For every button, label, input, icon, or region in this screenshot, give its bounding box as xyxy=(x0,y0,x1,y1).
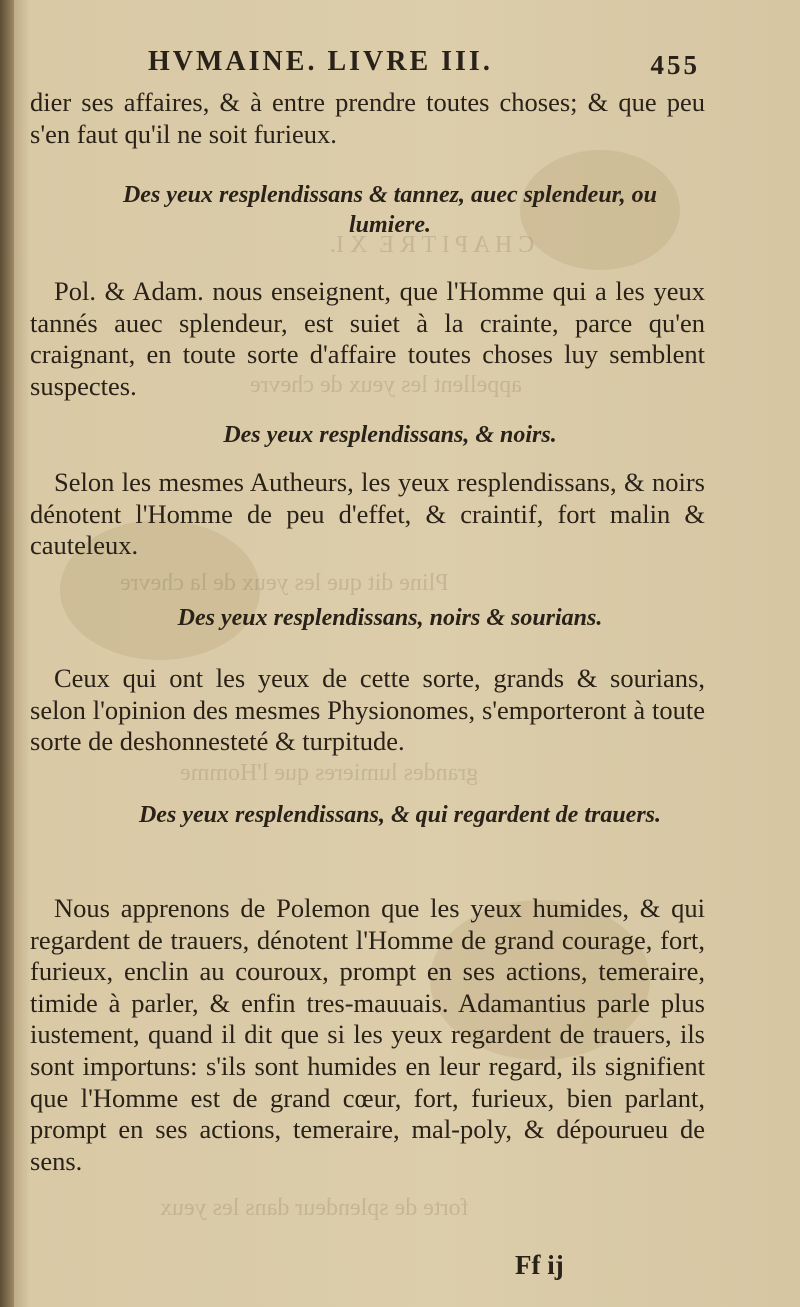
section-heading-3: Des yeux resplendissans, noirs & sourians. xyxy=(177,605,603,631)
section-heading-2: Des yeux resplendissans, & noirs. xyxy=(223,422,557,448)
opening-paragraph: dier ses affaires, & à entre prendre toutes choses; & que peu s'en faut qu'il ne soit furieux. xyxy=(30,87,705,149)
running-head-title: HVMAINE. LIVRE III. xyxy=(148,46,493,77)
show-through-text: C H A P I T R E X I. xyxy=(330,232,535,258)
page-number: 455 xyxy=(650,50,700,80)
section-paragraph-1: Pol. & Adam. nous enseignent, que l'Homme qui a les yeux tannés auec splendeur, est suiet à la crainte, parce qu'en craignant, en toute sorte d'affaire toutes choses luy semblent suspectes. xyxy=(30,276,705,401)
section-heading-4: Des yeux resplendissans, & qui regardent de trauers. xyxy=(138,802,662,828)
section-paragraph-3: Ceux qui ont les yeux de cette sorte, grands & sourians, selon l'opinion des mesmes Physionomes, s'emporteront à toute sorte de deshonnesteté & turpitude. xyxy=(30,663,705,757)
section-paragraph-2: Selon les mesmes Autheurs, les yeux resplendissans, & noirs dénotent l'Homme de peu d'effet, & craintif, fort malin & cauteleux. xyxy=(30,467,705,561)
signature-mark: Ff ij xyxy=(515,1250,564,1280)
running-head xyxy=(140,44,700,84)
show-through-text: grandes lumieres que l'Homme xyxy=(180,760,479,786)
show-through-text: forte de splendeur dans les yeux xyxy=(160,1195,469,1221)
section-paragraph-4: Nous apprenons de Polemon que les yeux humides, & qui regardent de trauers, dénotent l'Homme de grand courage, fort, furieux, enclin au couroux, prompt en ses actions, temeraire, timide à parler, & enfin tres-mauuais. Adamantius parle plus iustement, quand il dit que si les yeux regardent de trauers, ils sont importuns: s'ils sont humides en leur regard, ils signifient que l'Homme est de grand cœur, fort, furieux, bien parlant, prompt en ses actions, temeraire, mal-poly, & dépourueu de sens. xyxy=(30,893,705,1176)
section-heading-1: Des yeux resplendissans & tannez, auec splendeur, ou lumiere. xyxy=(122,182,658,238)
show-through-text: appellent les yeux de chevre xyxy=(250,372,522,398)
book-spine-shadow xyxy=(0,0,14,1307)
show-through-text: Pline dit que les yeux de la chevre xyxy=(120,570,449,596)
